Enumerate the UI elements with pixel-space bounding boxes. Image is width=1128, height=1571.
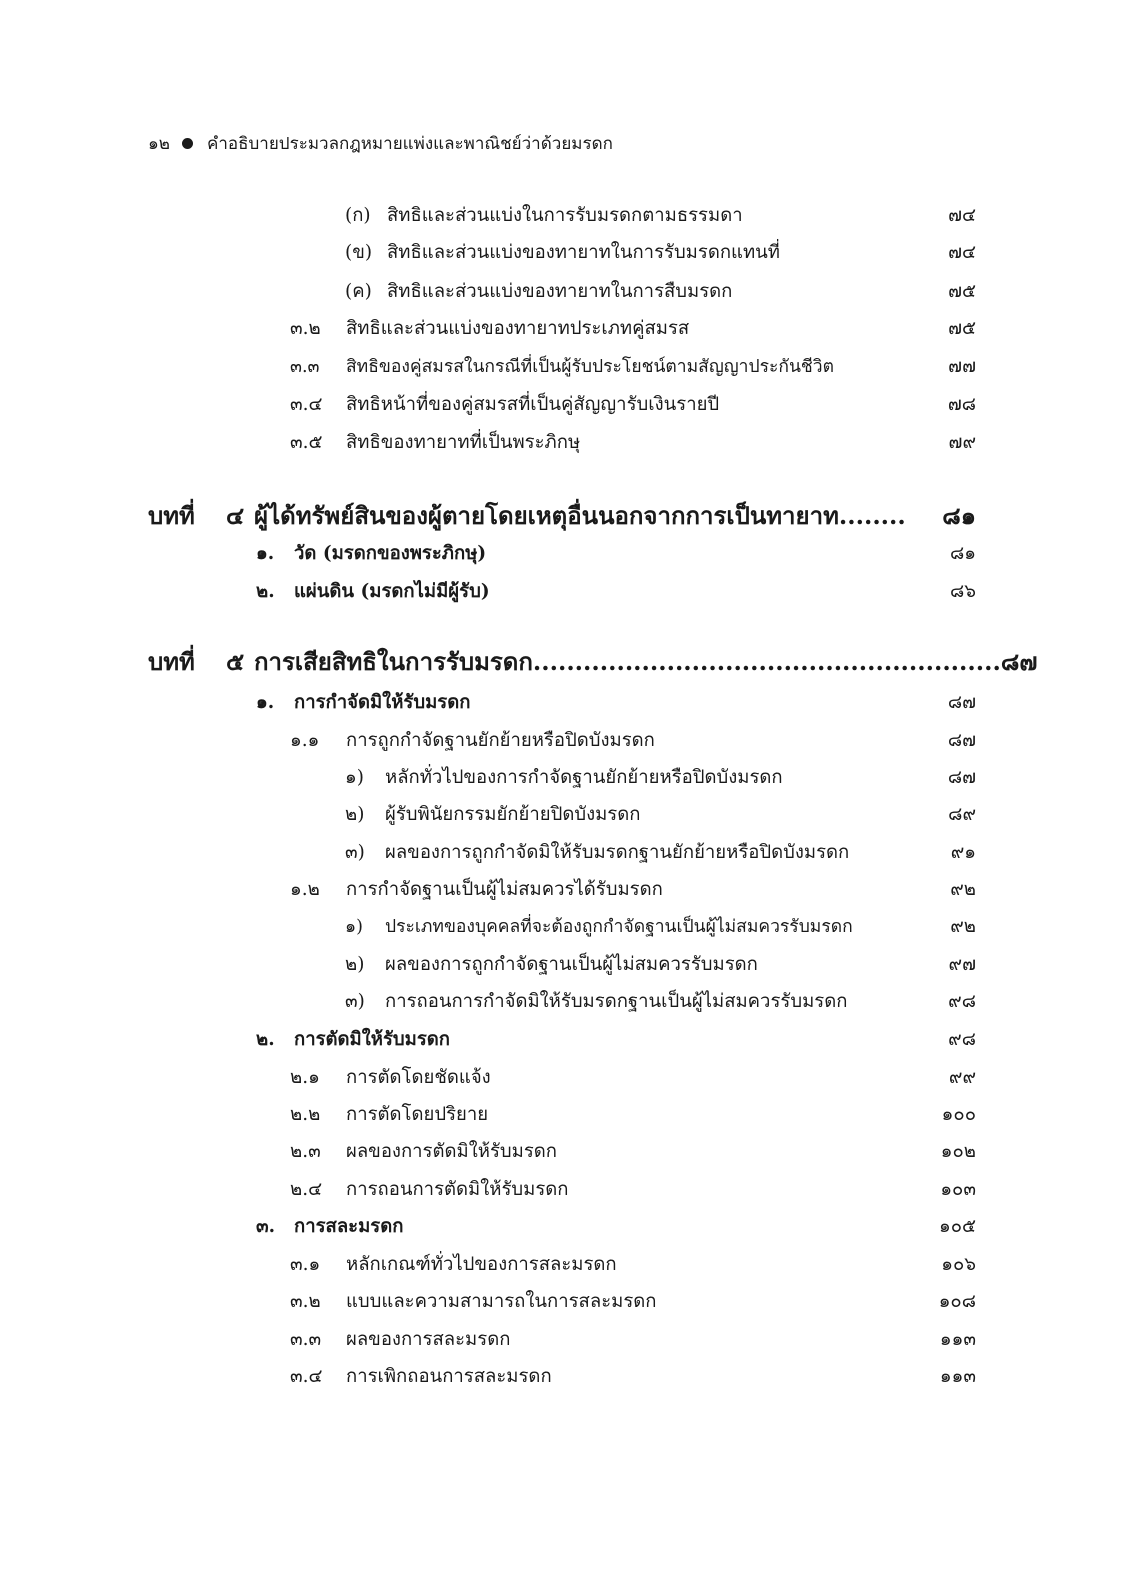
toc-entry-number: ๑) xyxy=(345,917,363,937)
toc-entry-text: การถอนการตัดมิให้รับมรดก xyxy=(346,1179,569,1200)
toc-entry-page: ๗๕ xyxy=(948,281,976,302)
toc-entry-text: ผลของการถูกกำจัดฐานเป็นผู้ไม่สมควรรับมรดก xyxy=(385,954,758,975)
toc-entry-number: ๒.๑ xyxy=(290,1067,320,1088)
toc-entry-text: การถูกกำจัดฐานยักย้ายหรือปิดบังมรดก xyxy=(346,730,655,751)
toc-entry-page: ๑๐๕ xyxy=(938,1216,976,1237)
toc-entry-number: ๓. xyxy=(256,1216,276,1237)
toc-entry-page: ๗๔ xyxy=(948,242,976,263)
toc-entry-page: ๑๑๓ xyxy=(939,1329,976,1350)
toc-entry-number: (ก) xyxy=(345,205,371,226)
toc-entry-number: ๓.๑ xyxy=(290,1254,321,1275)
toc-entry-page: ๘๗ xyxy=(947,692,976,713)
chapter-page: ๘๗ xyxy=(1000,647,1038,676)
toc-entry-text: การตัดโดยชัดแจ้ง xyxy=(346,1067,491,1088)
chapter-title: ผู้ได้ทรัพย์สินของผู้ตายโดยเหตุอื่นนอกจากการเป็นทายาท xyxy=(254,501,839,530)
toc-entry-text: สิทธิและส่วนแบ่งของทายาทประเภทคู่สมรส xyxy=(346,318,690,339)
toc-entry-number: ๑.๑ xyxy=(290,730,320,751)
toc-entry-page: ๑๑๓ xyxy=(939,1366,976,1387)
chapter-label: บทที่ xyxy=(148,501,195,530)
chapter-number: ๕ xyxy=(226,647,245,676)
toc-entry-number: ๓.๒ xyxy=(290,318,321,339)
toc-entry-page: ๙๒ xyxy=(950,879,976,900)
chapter-page: ๘๑ xyxy=(942,501,976,530)
toc-entry-page: ๙๑ xyxy=(950,842,976,863)
toc-entry-number: ๑.๒ xyxy=(290,879,320,900)
running-header xyxy=(148,130,613,157)
toc-entry-page: ๑๐๒ xyxy=(940,1141,976,1162)
chapter-5-title-line xyxy=(148,646,1038,678)
leader-dots: ........................................................ xyxy=(532,647,1001,676)
toc-entry-number: ๑. xyxy=(256,543,275,564)
toc-entry-number: ๓.๔ xyxy=(290,394,323,415)
toc-entry-number: ๒) xyxy=(345,954,365,975)
toc-entry-page: ๗๘ xyxy=(947,394,976,415)
toc-entry-page: ๑๐๖ xyxy=(941,1254,976,1275)
bullet-icon xyxy=(182,138,193,149)
toc-entry-number: ๒) xyxy=(345,804,365,825)
toc-entry-page: ๘๙ xyxy=(948,804,976,825)
toc-entry-number: ๑) xyxy=(345,767,364,788)
toc-entry-number: ๑. xyxy=(256,692,275,713)
toc-entry-number: ๓.๔ xyxy=(290,1366,323,1387)
toc-entry-text: สิทธิหน้าที่ของคู่สมรสที่เป็นคู่สัญญารับเงินรายปี xyxy=(346,394,720,415)
toc-entry-number: ๒.๓ xyxy=(290,1141,321,1162)
header-title: คำอธิบายประมวลกฎหมายแพ่งและพาณิชย์ว่าด้วยมรดก xyxy=(207,134,613,154)
toc-entry-text: ผู้รับพินัยกรรมยักย้ายปิดบังมรดก xyxy=(385,804,641,825)
toc-entry-text: ประเภทของบุคคลที่จะต้องถูกกำจัดฐานเป็นผู้ไม่สมควรรับมรดก xyxy=(385,917,853,937)
toc-entry-page: ๑๐๐ xyxy=(941,1104,976,1125)
chapter-number: ๔ xyxy=(226,501,245,530)
toc-entry-page: ๙๘ xyxy=(948,991,976,1012)
toc-entry-text: แผ่นดิน (มรดกไม่มีผู้รับ) xyxy=(294,581,490,602)
toc-entry-number: ๓.๒ xyxy=(290,1291,321,1312)
toc-entry-text: หลักทั่วไปของการกำจัดฐานยักย้ายหรือปิดบังมรดก xyxy=(385,767,783,788)
toc-entry-page: ๗๔ xyxy=(948,205,976,226)
toc-entry-page: ๑๐๓ xyxy=(940,1179,976,1200)
toc-entry-page: ๘๗ xyxy=(947,730,976,751)
toc-entry-text: การเพิกถอนการสละมรดก xyxy=(346,1366,552,1387)
toc-entry-text: สิทธิและส่วนแบ่งของทายาทในการรับมรดกแทนที่ xyxy=(387,242,780,263)
toc-entry-page: ๘๑ xyxy=(949,543,976,564)
toc-entry-number: ๓) xyxy=(345,842,365,863)
toc-entry-page: ๑๐๘ xyxy=(938,1291,976,1312)
toc-entry-text: สิทธิและส่วนแบ่งของทายาทในการสืบมรดก xyxy=(387,281,733,302)
toc-entry-number: ๓.๓ xyxy=(290,357,320,377)
toc-entry-page: ๙๒ xyxy=(950,916,976,937)
toc-entry-text: แบบและความสามารถในการสละมรดก xyxy=(346,1291,657,1312)
toc-entry-text: วัด (มรดกของพระภิกษุ) xyxy=(294,543,487,564)
toc-entry-text: ผลของการถูกกำจัดมิให้รับมรดกฐานยักย้ายหรือปิดบังมรดก xyxy=(385,842,850,863)
toc-entry-page: ๗๗ xyxy=(948,356,976,377)
toc-entry-text: การถอนการกำจัดมิให้รับมรดกฐานเป็นผู้ไม่สมควรรับมรดก xyxy=(385,991,848,1012)
chapter-title: การเสียสิทธิในการรับมรดก xyxy=(254,647,533,676)
toc-entry-number: ๒.๒ xyxy=(290,1104,321,1125)
toc-entry-number: ๒. xyxy=(256,581,275,602)
toc-entry-text: สิทธิของทายาทที่เป็นพระภิกษุ xyxy=(346,432,581,453)
toc-entry-page: ๗๕ xyxy=(948,318,976,339)
leader-dots: ........ xyxy=(838,501,906,530)
toc-entry-text: การกำจัดฐานเป็นผู้ไม่สมควรได้รับมรดก xyxy=(346,879,663,900)
toc-entry-page: ๘๗ xyxy=(947,767,976,788)
toc-entry-text: ผลของการตัดมิให้รับมรดก xyxy=(346,1141,557,1162)
toc-entry-number: ๓.๓ xyxy=(290,1329,322,1350)
toc-entry-number: ๓.๕ xyxy=(290,432,323,453)
toc-entry-text: สิทธิของคู่สมรสในกรณีที่เป็นผู้รับประโยชน์ตามสัญญาประกันชีวิต xyxy=(346,357,835,377)
toc-entry-number: (ค) xyxy=(345,281,372,302)
toc-entry-text: การกำจัดมิให้รับมรดก xyxy=(294,692,471,713)
toc-entry-page: ๙๙ xyxy=(948,1067,976,1088)
toc-entry-text: หลักเกณฑ์ทั่วไปของการสละมรดก xyxy=(346,1254,617,1275)
toc-entry-number: (ข) xyxy=(345,242,373,263)
toc-entry-number: ๒. xyxy=(256,1029,275,1050)
toc-entry-text: สิทธิและส่วนแบ่งในการรับมรดกตามธรรมดา xyxy=(387,205,743,226)
toc-entry-text: การตัดโดยปริยาย xyxy=(346,1104,489,1125)
chapter-label: บทที่ xyxy=(148,647,195,676)
toc-entry-page: ๘๖ xyxy=(949,581,976,602)
toc-entry-page: ๙๗ xyxy=(948,954,976,975)
toc-entry-text: การสละมรดก xyxy=(294,1216,404,1237)
toc-entry-text: ผลของการสละมรดก xyxy=(346,1329,511,1350)
toc-entry-number: ๓) xyxy=(345,991,365,1012)
toc-entry-page: ๗๙ xyxy=(948,432,976,453)
chapter-4-title-line xyxy=(148,500,976,532)
header-page-number: ๑๒ xyxy=(148,134,170,154)
toc-entry-text: การตัดมิให้รับมรดก xyxy=(294,1029,451,1050)
toc-entry-number: ๒.๔ xyxy=(290,1179,323,1200)
toc-entry-page: ๙๘ xyxy=(948,1029,976,1050)
